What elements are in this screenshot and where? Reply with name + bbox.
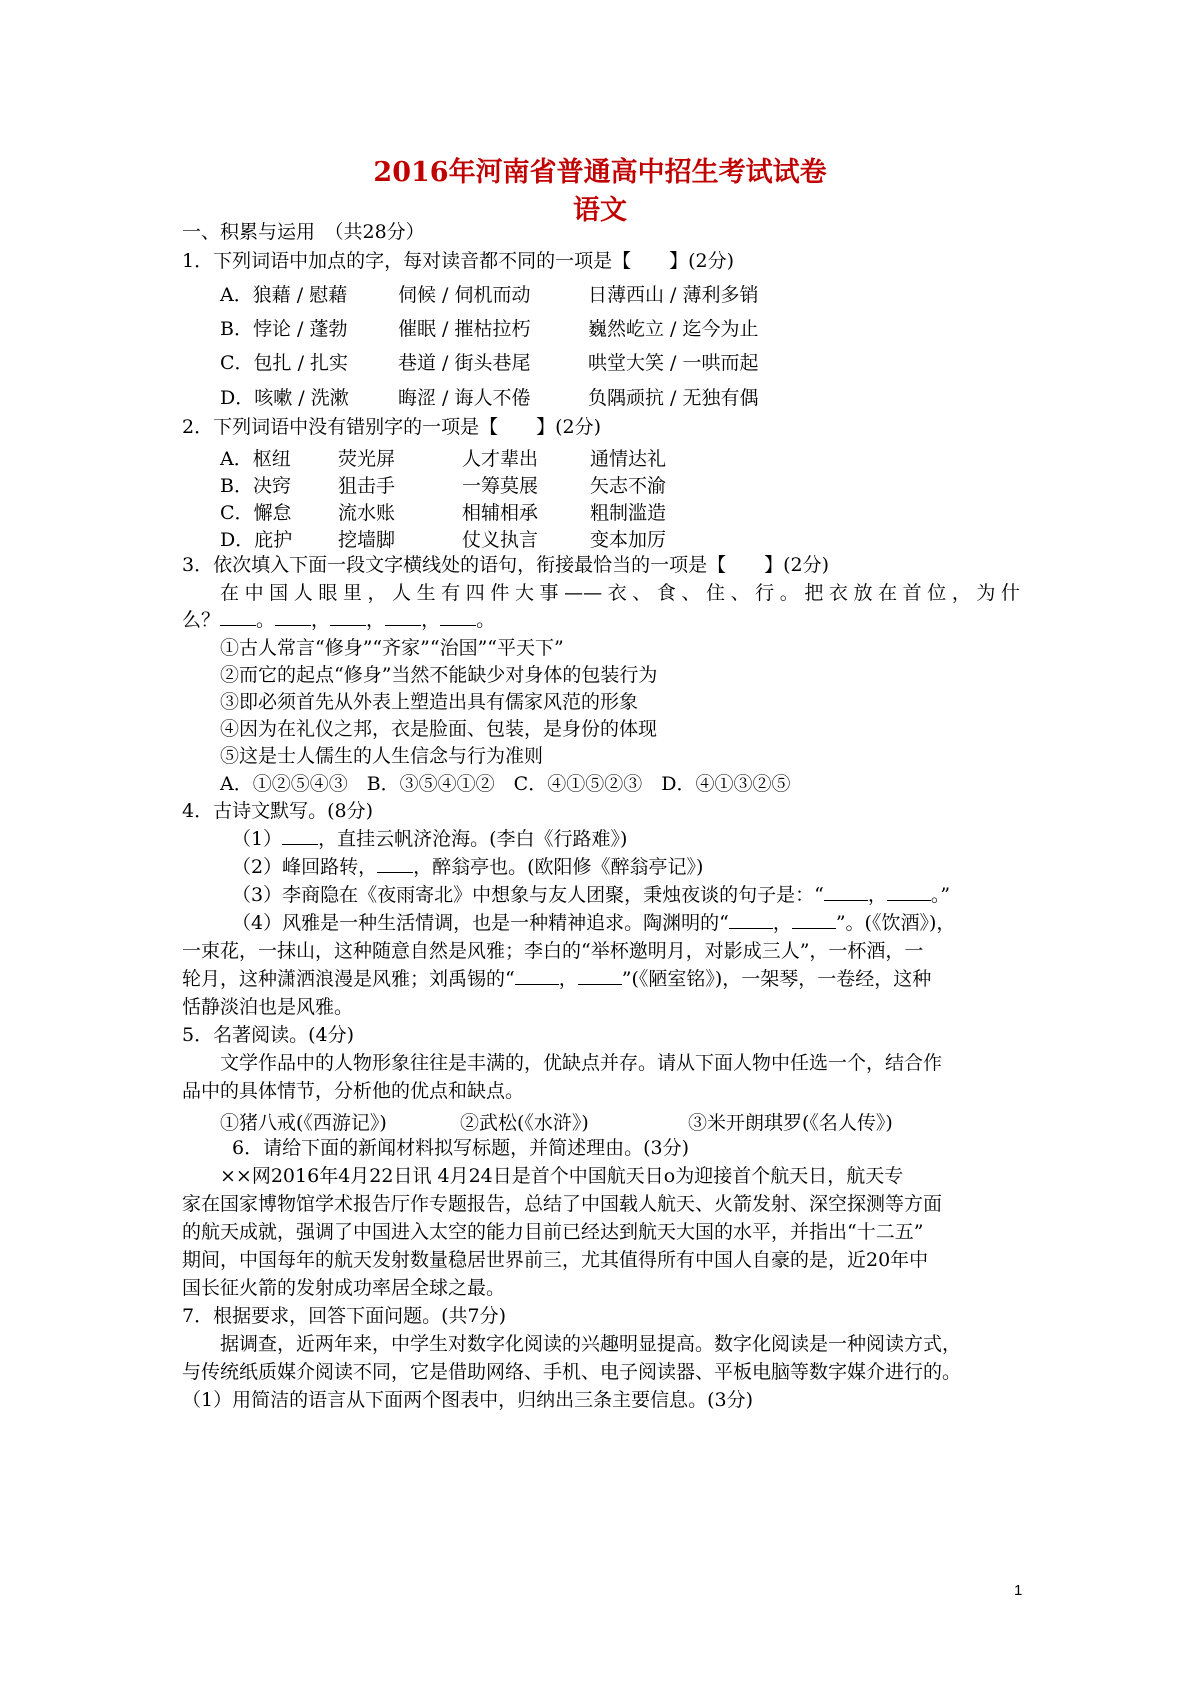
q4-item-1-num: （1） xyxy=(232,828,283,850)
question-3-stem: 3．依次填入下面一段文字横线处的语句，衔接最恰当的一项是【 】(2分) xyxy=(182,554,830,576)
q6-news-line1: ××网2016年4月22日讯 4月24日是首个中国航天日o为迎接首个航天日，航天专 xyxy=(220,1165,904,1187)
q5-passage-line2: 品中的具体情节，分析他的优点和缺点。 xyxy=(182,1080,525,1102)
q1-option-b xyxy=(220,314,758,341)
q4-item-4-text-c: ”。(《饮酒》)， xyxy=(835,912,956,934)
q2-a-w3: 人才辈出 xyxy=(462,448,539,470)
q3-passage-line2: 么？ 。 ， ， ， 。 xyxy=(182,609,496,631)
q1-d-pair3: 负隅顽抗 / 无独有偶 xyxy=(588,387,759,409)
q5-character-2: ②武松(《水浒》) xyxy=(460,1112,589,1134)
q5-characters xyxy=(220,1108,893,1135)
q4-item-4-line3 xyxy=(182,966,931,993)
question-2-stem: 2．下列词语中没有错别字的一项是【 】(2分) xyxy=(182,416,602,438)
q3-passage-line1: 在中国人眼里，人生有四件大事——衣、食、住、行。把衣放在首位，为什 xyxy=(220,582,1020,604)
q4-item-2 xyxy=(232,854,703,881)
q3-sentence-5: ⑤这是士人儒生的人生信念与行为准则 xyxy=(220,745,544,767)
q3-sentence-3: ③即必须首先从外表上塑造出具有儒家风范的形象 xyxy=(220,691,639,713)
q3-sentence-2: ②而它的起点“修身”当然不能缺少对身体的包装行为 xyxy=(220,664,658,686)
q4-item-4 xyxy=(232,910,955,937)
q4-line3-text-b: ， xyxy=(558,968,578,990)
blank-line xyxy=(275,607,311,626)
blank-line xyxy=(385,607,421,626)
q2-b-w1: B．决窍 xyxy=(220,475,291,497)
q2-option-a xyxy=(220,444,666,471)
q2-option-b xyxy=(220,471,666,498)
q6-news-line4: 期间，中国每年的航天发射数量稳居世界前三，尤其值得所有中国人自豪的是，近20年中 xyxy=(182,1249,929,1271)
q3-options: A．①②⑤④③ B．③⑤④①② C．④①⑤②③ D．④①③②⑤ xyxy=(220,773,791,795)
q5-passage-line1: 文学作品中的人物形象往往是丰满的，优缺点并存。请从下面人物中任选一个，结合作 xyxy=(220,1052,943,1074)
q2-d-w3: 仗义执言 xyxy=(462,529,539,551)
q1-option-c xyxy=(220,348,758,375)
q7-passage-line2: 与传统纸质媒介阅读不同，它是借助网络、手机、电子阅读器、平板电脑等数字媒介进行的。 xyxy=(182,1361,962,1383)
q1-b-pair1: B．悖论 / 蓬勃 xyxy=(220,318,348,340)
q6-news-line2: 家在国家博物馆学术报告厅作专题报告，总结了中国载人航天、火箭发射、深空探测等方面 xyxy=(182,1193,943,1215)
q1-c-pair3: 哄堂大笑 / 一哄而起 xyxy=(588,352,759,374)
q7-subquestion-1: （1）用简洁的语言从下面两个图表中，归纳出三条主要信息。(3分) xyxy=(182,1389,754,1411)
q4-line3-text-a: 轮月，这种潇洒浪漫是风雅；刘禹锡的“ xyxy=(182,968,515,990)
q3-passage-text: 么？ xyxy=(182,609,221,631)
question-5-stem: 5．名著阅读。(4分) xyxy=(182,1024,355,1046)
q4-item-2-text-b: ，醉翁亭也。(欧阳修《醉翁亭记》) xyxy=(413,856,704,878)
q4-item-2-text-a: （2）峰回路转， xyxy=(232,856,378,878)
q2-a-w4: 通情达礼 xyxy=(590,448,667,470)
blank-line xyxy=(792,910,836,929)
q1-b-pair2: 催眠 / 摧枯拉朽 xyxy=(398,318,531,340)
q2-a-w2: 荧光屏 xyxy=(338,448,396,470)
q4-item-4-text-a: （4）风雅是一种生活情调，也是一种精神追求。陶渊明的“ xyxy=(232,912,729,934)
blank-line xyxy=(377,854,413,873)
blank-line xyxy=(282,826,318,845)
q2-d-w4: 变本加厉 xyxy=(590,529,667,551)
q1-d-pair2: 晦涩 / 诲人不倦 xyxy=(398,387,531,409)
exam-subject: 语文 xyxy=(573,195,627,226)
blank-line xyxy=(578,966,622,985)
blank-line xyxy=(824,882,868,901)
q2-d-w1: D．庇护 xyxy=(220,529,293,551)
q1-a-pair2: 伺候 / 伺机而动 xyxy=(398,284,531,306)
blank-line xyxy=(887,882,931,901)
q4-item-3-text-b: ， xyxy=(867,884,887,906)
blank-line xyxy=(729,910,773,929)
q3-sentence-4: ④因为在礼仪之邦，衣是脸面、包装，是身份的体现 xyxy=(220,718,658,740)
q4-item-3-text-a: （3）李商隐在《夜雨寄北》中想象与友人团聚，秉烛夜谈的句子是：“ xyxy=(232,884,824,906)
question-7-stem: 7．根据要求，回答下面问题。(共7分) xyxy=(182,1305,507,1327)
q4-item-4-text-b: ， xyxy=(772,912,792,934)
q1-a-pair3: 日薄西山 / 薄利多销 xyxy=(588,284,759,306)
q1-d-pair1: D．咳嗽 / 洗漱 xyxy=(220,387,349,409)
question-1-stem: 1．下列词语中加点的字，每对读音都不同的一项是【 】(2分) xyxy=(182,250,735,272)
page-number: 1 xyxy=(1014,1582,1023,1599)
q1-option-a xyxy=(220,280,758,307)
q4-item-1-text: ，直挂云帆济沧海。(李白《行路难》) xyxy=(318,828,628,850)
section-heading: 一、积累与运用 （共28分） xyxy=(182,221,425,243)
q2-d-w2: 挖墙脚 xyxy=(338,529,396,551)
q2-b-w3: 一筹莫展 xyxy=(462,475,539,497)
blank-line xyxy=(330,607,366,626)
q4-line3-text-c: ”(《陋室铭》)，一架琴，一卷经，这种 xyxy=(621,968,932,990)
exam-title: 2016年河南省普通高中招生考试试卷 xyxy=(373,157,827,188)
q5-character-1: ①猪八戒(《西游记》) xyxy=(220,1112,387,1134)
q1-a-pair1: A．狼藉 / 慰藉 xyxy=(220,284,348,306)
blank-line xyxy=(220,607,256,626)
question-4-stem: 4．古诗文默写。(8分) xyxy=(182,800,374,822)
q2-c-w4: 粗制滥造 xyxy=(590,502,667,524)
q2-c-w1: C．懈怠 xyxy=(220,502,292,524)
q5-character-3: ③米开朗琪罗(《名人传》) xyxy=(688,1112,893,1134)
q1-c-pair2: 巷道 / 街头巷尾 xyxy=(398,352,531,374)
q2-c-w3: 相辅相承 xyxy=(462,502,539,524)
q6-news-line5: 国长征火箭的发射成功率居全球之最。 xyxy=(182,1277,506,1299)
q1-b-pair3: 巍然屹立 / 迄今为止 xyxy=(588,318,759,340)
q4-item-3 xyxy=(232,882,950,909)
q2-c-w2: 流水账 xyxy=(338,502,396,524)
q7-passage-line1: 据调查，近两年来，中学生对数字化阅读的兴趣明显提高。数字化阅读是一种阅读方式， xyxy=(220,1333,962,1355)
q4-item-1 xyxy=(232,826,627,853)
q2-b-w4: 矢志不渝 xyxy=(590,475,667,497)
question-6-stem: 6．请给下面的新闻材料拟写标题，并简述理由。(3分) xyxy=(232,1137,690,1159)
q2-option-d xyxy=(220,525,666,552)
q2-a-w1: A．枢纽 xyxy=(220,448,291,470)
blank-line xyxy=(440,607,476,626)
blank-line xyxy=(515,966,559,985)
q1-c-pair1: C．包扎 / 扎实 xyxy=(220,352,349,374)
q4-item-3-text-c: 。” xyxy=(930,884,951,906)
q6-news-line3: 的航天成就，强调了中国进入太空的能力目前已经达到航天大国的水平，并指出“十二五” xyxy=(182,1221,924,1243)
q4-item-4-line4: 恬静淡泊也是风雅。 xyxy=(182,996,354,1018)
q4-item-4-line2: 一束花，一抹山，这种随意自然是风雅；李白的“举杯邀明月，对影成三人”，一杯酒，一 xyxy=(182,940,924,962)
q3-sentence-1: ①古人常言“修身”“齐家”“治国”“平天下” xyxy=(220,637,564,659)
q1-option-d xyxy=(220,383,758,410)
q2-option-c xyxy=(220,498,666,525)
q2-b-w2: 狙击手 xyxy=(338,475,396,497)
